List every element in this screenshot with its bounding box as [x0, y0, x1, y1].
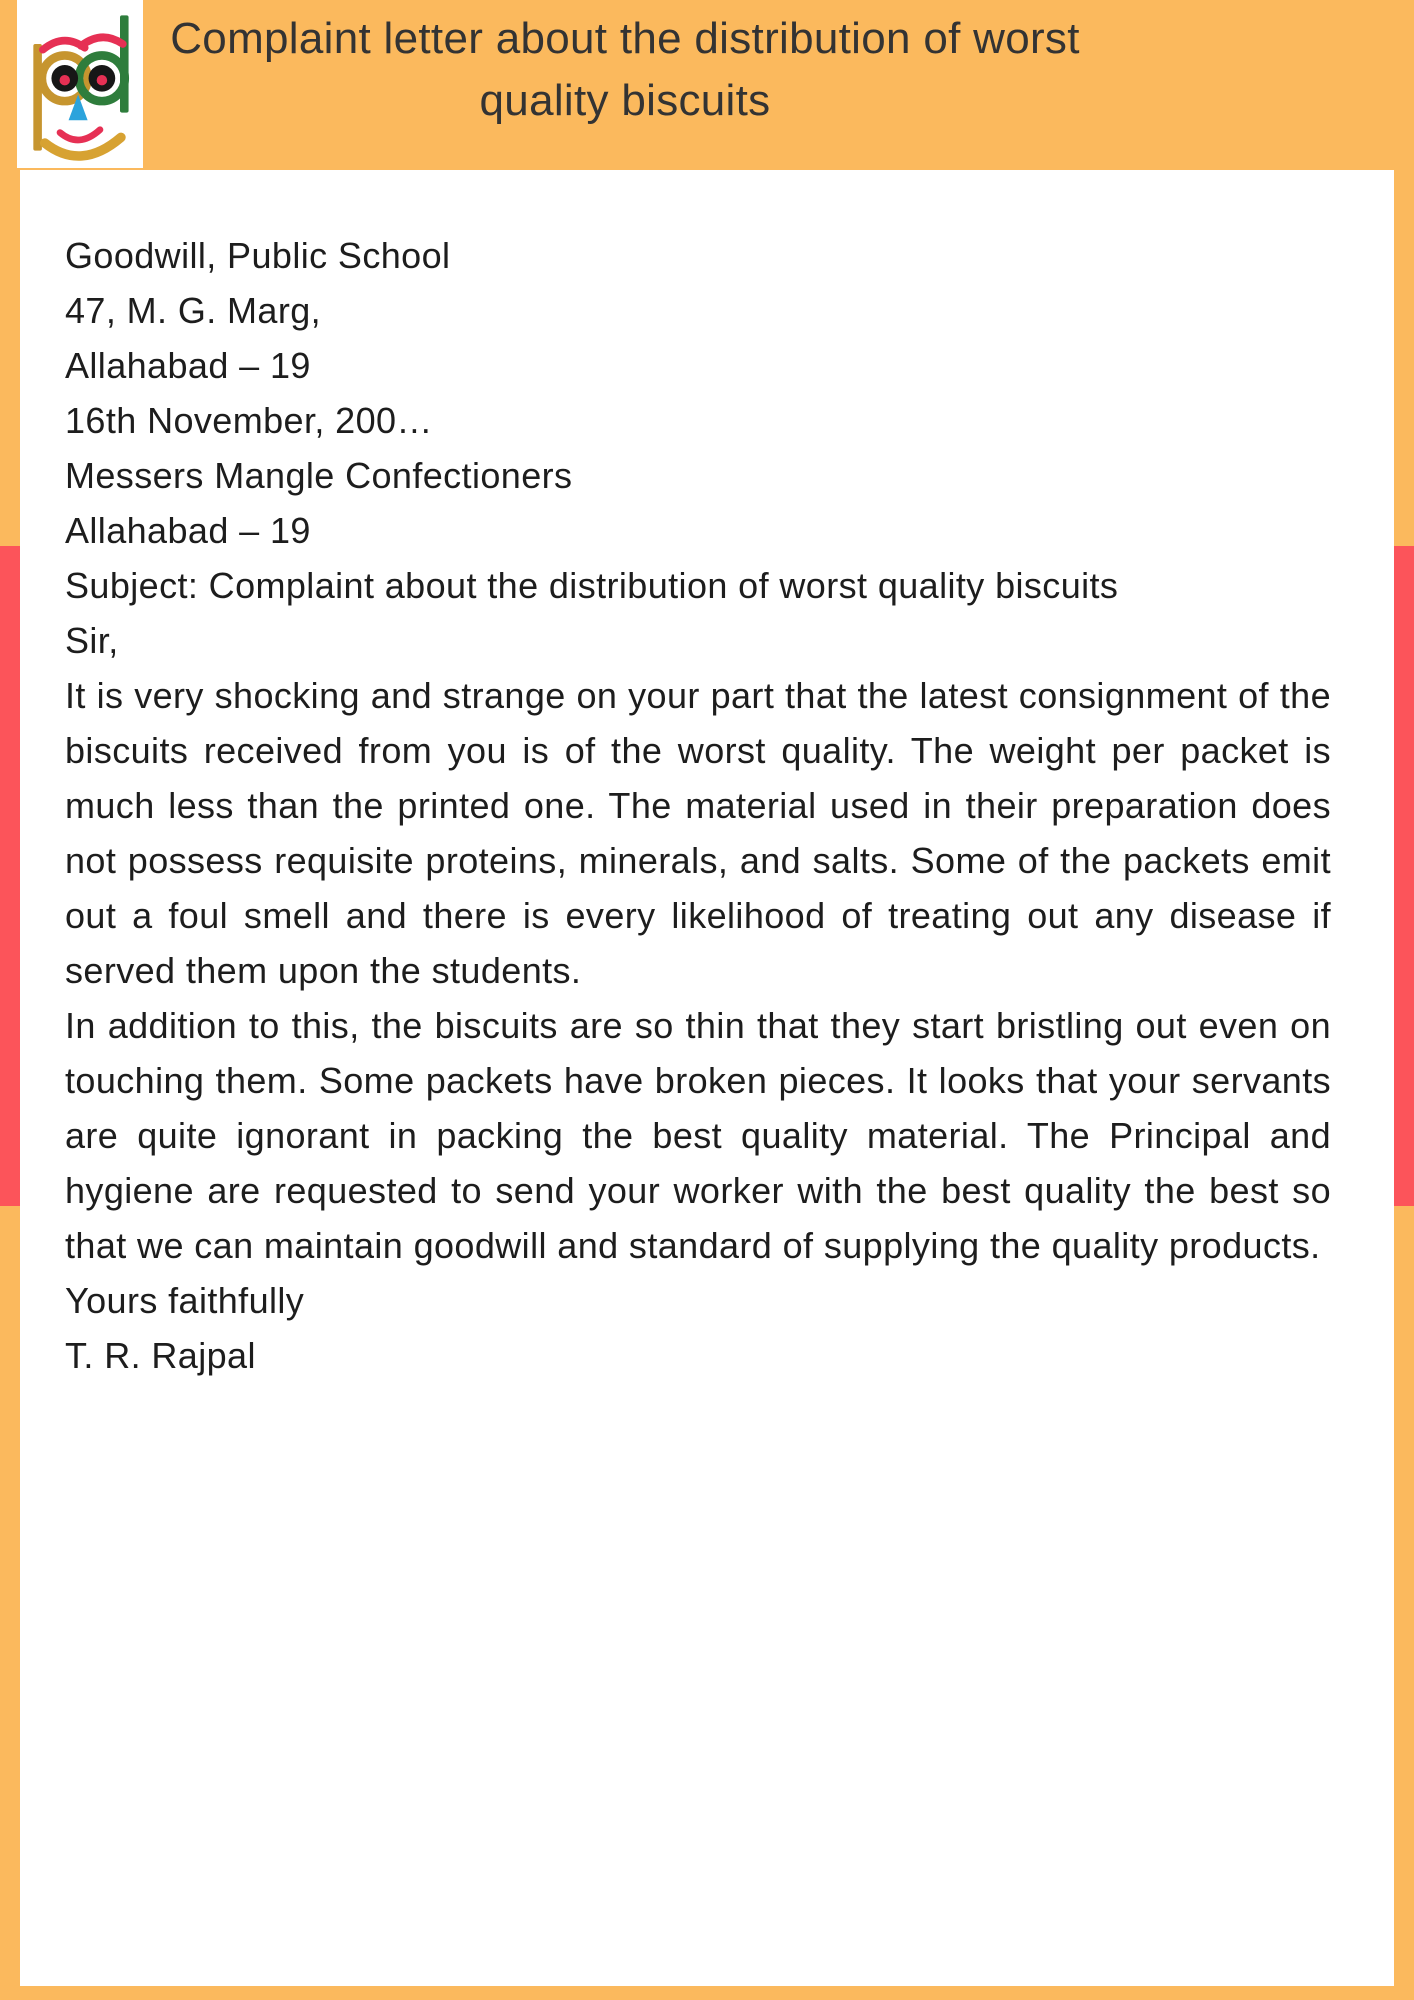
subject-line: Subject: Complaint about the distribution of worst quality biscuits — [65, 565, 1119, 606]
sender-address-line: 47, M. G. Marg, — [65, 290, 322, 331]
recipient-address-line: Messers Mangle Confectioners — [65, 455, 573, 496]
right-border-accent — [1394, 546, 1414, 1206]
page-title-line2: quality biscuits — [479, 76, 771, 125]
header-banner — [20, 0, 1394, 170]
signature-name: T. R. Rajpal — [65, 1335, 256, 1376]
salutation: Sir, — [65, 620, 119, 661]
body-paragraph: In addition to this, the biscuits are so thin that they start bristling out even on touching them. Some packets have broken pieces. It looks that your servants are quite ignorant in packing the best quality material. The Principal and hygiene are requested to send your worker with the best quality the best so that we can maintain goodwill and standard of supplying the quality products. — [65, 1005, 1331, 1266]
sender-date-line: 16th November, 200… — [65, 400, 433, 441]
sender-address-line: Goodwill, Public School — [65, 235, 451, 276]
sender-address-line: Allahabad – 19 — [65, 345, 311, 386]
bottom-border — [0, 1986, 1414, 2000]
recipient-address-line: Allahabad – 19 — [65, 510, 311, 551]
signature-block — [65, 1273, 1331, 1383]
page-title — [20, 8, 1230, 132]
sender-address — [65, 228, 1331, 448]
recipient-address — [65, 448, 1331, 558]
page-title-line1: Complaint letter about the distribution of worst — [170, 14, 1080, 63]
closing-line: Yours faithfully — [65, 1280, 305, 1321]
left-border-accent — [0, 546, 20, 1206]
pd-face-logo-icon — [20, 3, 140, 165]
site-logo — [17, 0, 143, 168]
body-paragraph: It is very shocking and strange on your part that the latest consignment of the biscuits received from you is of the worst quality. The weight per packet is much less than the printed one. The material used in their preparation does not possess requisite proteins, minerals, and salts. Some of the packets emit out a foul smell and there is every likelihood of treating out any disease if served them upon the students. — [65, 675, 1331, 991]
letter-body — [65, 228, 1331, 1383]
